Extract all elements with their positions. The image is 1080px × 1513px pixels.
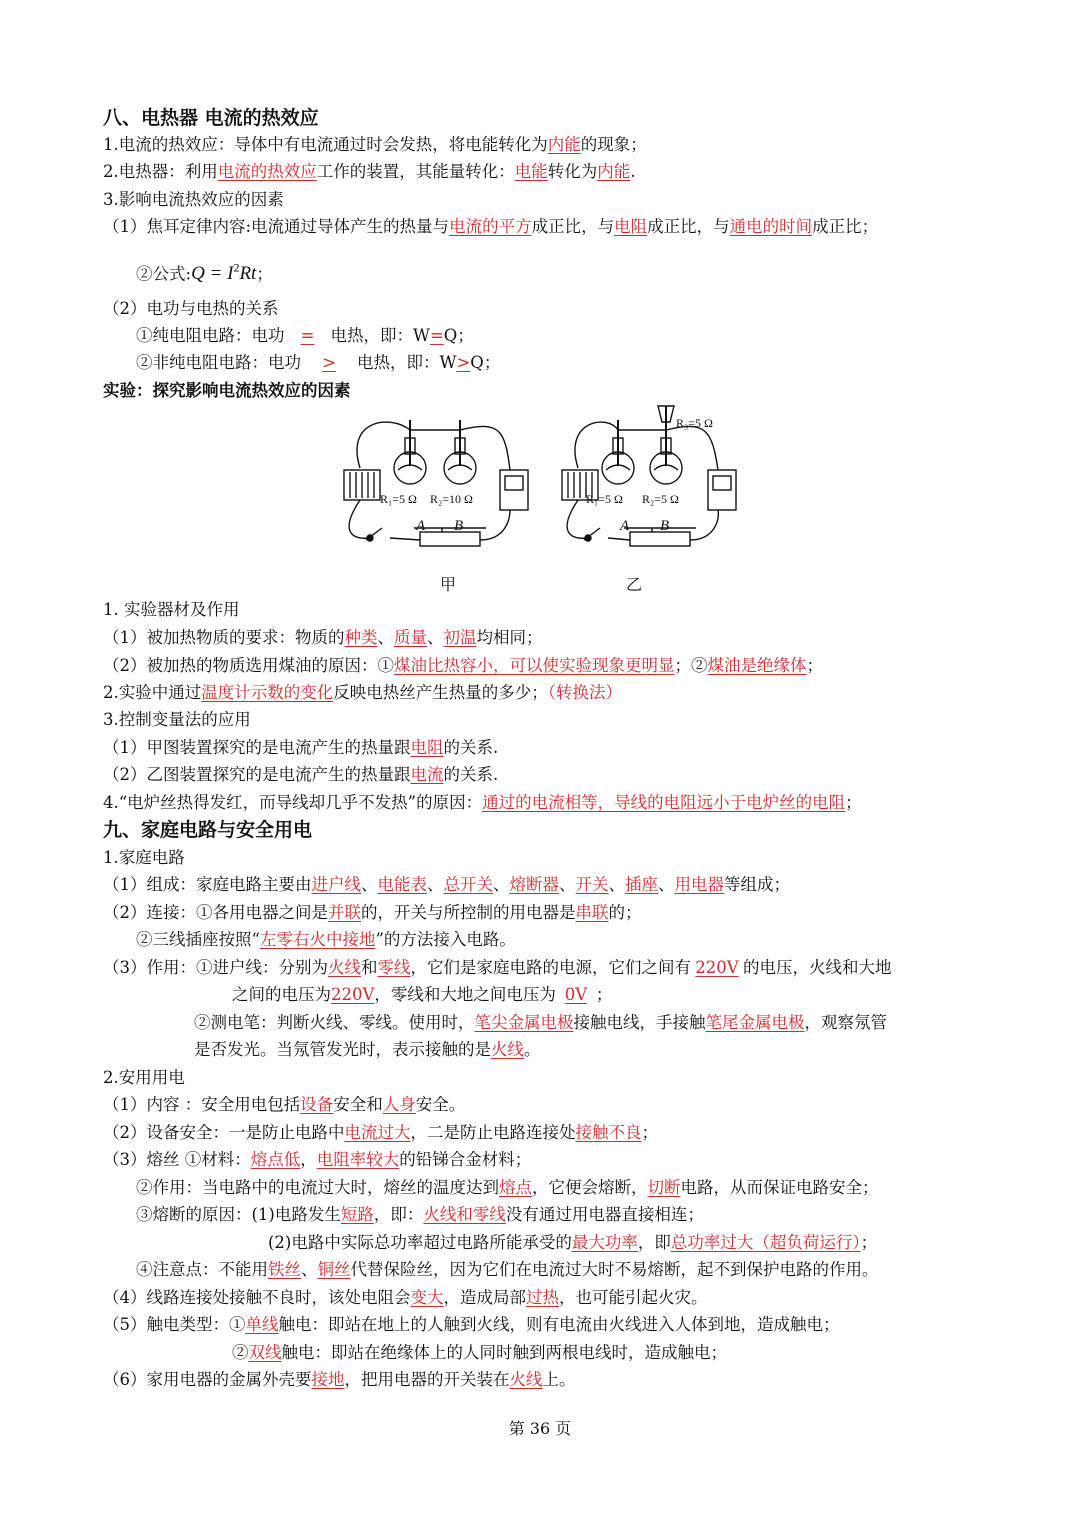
- wire: [690, 510, 718, 540]
- text: 、: [301, 1260, 318, 1279]
- text: 和: [361, 958, 378, 977]
- answer: 电阻: [614, 217, 648, 236]
- answer: 电能表: [377, 875, 427, 894]
- text: ；: [806, 656, 823, 675]
- text: ②非纯电阻电路：电功: [136, 353, 301, 372]
- text: （2）设备安全：一是防止电路中: [103, 1123, 345, 1142]
- text: 电路，从而保证电路安全；: [680, 1178, 879, 1197]
- wire: [618, 430, 666, 448]
- text: ②三线插座按照“: [136, 930, 260, 949]
- answer: 用电器: [674, 875, 724, 894]
- text: 2.电热器：利用: [103, 162, 218, 181]
- answer: 笔尾金属电极: [705, 1013, 805, 1032]
- rheostat-icon: [420, 532, 480, 546]
- text: ，也可能引起火灾。: [559, 1288, 708, 1307]
- answer: 短路: [340, 1205, 374, 1224]
- page-number: 第 36 页: [508, 1419, 572, 1438]
- label-b: B: [660, 518, 670, 534]
- text-line: [103, 1287, 708, 1309]
- formula-part: Q = I: [191, 263, 234, 285]
- ammeter-dial: [505, 476, 523, 490]
- text: ，它们是家庭电路的电源，它们之间有: [410, 958, 691, 977]
- label-r1: R₁=5 Ω: [380, 492, 417, 506]
- text-line: [194, 1039, 541, 1061]
- label-a: A: [620, 518, 630, 534]
- caption-left: 甲: [440, 577, 457, 594]
- answer: 总开关: [443, 875, 493, 894]
- text-line: [103, 792, 862, 814]
- answer: 内能: [597, 162, 631, 181]
- answer: 进户线: [311, 875, 361, 894]
- answer: 插座: [625, 875, 658, 894]
- label-r2: R₂=10 Ω: [430, 492, 473, 506]
- text: （3）作用：①进户线：分别为: [103, 958, 328, 977]
- text: ，把用电器的开关装在: [344, 1370, 510, 1389]
- label-b: B: [454, 518, 464, 534]
- text: 4.“电炉丝热得发红，而导线却几乎不发热”的原因：: [103, 793, 483, 812]
- text: 、: [658, 875, 675, 894]
- section-9-title: 九、家庭电路与安全用电: [103, 819, 313, 841]
- text: ；: [256, 264, 273, 284]
- text: 、: [427, 628, 444, 647]
- answer: 通过的电流相等，导线的电阻远小于电炉丝的电阻: [482, 793, 846, 812]
- wire: [460, 426, 510, 470]
- text: （2）乙图装置探究的是电流产生的热量跟: [103, 765, 411, 784]
- answer: 串联: [575, 903, 609, 922]
- wire: [575, 422, 618, 468]
- text: 的，开关与所控制的用电器是: [361, 903, 576, 922]
- answer: 熔点低: [250, 1150, 301, 1169]
- text: ；: [860, 1233, 878, 1252]
- section-8-title: 八、电热器 电流的热效应: [103, 107, 319, 129]
- text: 的现象；: [580, 135, 647, 154]
- text: Q；: [470, 353, 501, 372]
- text-line: [136, 929, 516, 951]
- text-line: [103, 1149, 531, 1171]
- text-line: [103, 655, 823, 677]
- answer: 接触不良: [575, 1123, 642, 1142]
- answer: 切断: [647, 1178, 681, 1197]
- answer: =: [429, 326, 444, 345]
- text-line: 1.家庭电路: [103, 848, 185, 867]
- text: 。: [524, 1040, 541, 1059]
- wire: [410, 430, 460, 448]
- text-line: [103, 682, 622, 704]
- answer: 设备: [300, 1095, 334, 1114]
- answer: 质量: [394, 628, 427, 647]
- method-note: （转换法）: [547, 683, 622, 702]
- text-line: [103, 1122, 658, 1144]
- text: ；: [641, 1123, 658, 1142]
- wire: [666, 426, 718, 470]
- text: ④注意点：不能用: [136, 1260, 268, 1279]
- text: ，即: [637, 1233, 671, 1252]
- text-line: 2.安用用电: [103, 1068, 185, 1087]
- text: ”的方法接入电路。: [375, 930, 516, 949]
- text-line: [103, 1369, 576, 1391]
- text: ②测电笔：判断火线、零线。使用时，: [194, 1013, 475, 1032]
- text: 电热，即：W: [357, 353, 457, 372]
- answer: 最大功率: [571, 1233, 638, 1252]
- text: 触电：即站在绝缘体上的人同时触到两根电线时，造成触电；: [281, 1343, 727, 1362]
- rheostat-icon: [630, 532, 690, 546]
- answer: 零线: [377, 958, 411, 977]
- answer: 0V: [564, 985, 588, 1004]
- answer: 熔点: [499, 1178, 532, 1197]
- text: 的关系.: [443, 738, 499, 757]
- text-line: [136, 1177, 879, 1199]
- text-line: [136, 1259, 879, 1281]
- text: 之间的电压为: [232, 985, 331, 1004]
- text: 的关系.: [443, 765, 499, 784]
- answer: 单线: [245, 1315, 279, 1334]
- text-line: （2）电功与电热的关系: [103, 299, 279, 318]
- text-line: 1. 实验器材及作用: [103, 600, 240, 619]
- text: （2）连接：①各用电器之间是: [103, 903, 328, 922]
- text: 、: [608, 875, 625, 894]
- formula-part: Rt: [239, 263, 257, 285]
- text: ，: [300, 1150, 317, 1169]
- text-line: [136, 325, 474, 347]
- answer: 铁丝: [268, 1260, 301, 1279]
- text: 、: [427, 875, 444, 894]
- text: 成正比，与: [647, 217, 730, 236]
- answer: 火线: [491, 1040, 524, 1059]
- answer: 种类: [344, 628, 378, 647]
- answer: 并联: [328, 903, 361, 922]
- text-line: [103, 134, 647, 156]
- text-line: [103, 764, 498, 786]
- text: 安全。: [415, 1095, 466, 1114]
- text: （1）内容 ：安全用电包括: [103, 1095, 301, 1114]
- text: ，它便会熔断，: [532, 1178, 648, 1197]
- text: 成正比，与: [531, 217, 615, 236]
- answer: 铜丝: [317, 1260, 351, 1279]
- answer: 电流: [410, 765, 444, 784]
- answer: 电流过大: [344, 1123, 411, 1142]
- text: 2.实验中通过: [103, 683, 202, 702]
- text: （1）焦耳定律内容:电流通过导体产生的热量与: [103, 217, 450, 236]
- text: 的；: [608, 903, 642, 922]
- text: 电热，即：W: [330, 326, 430, 345]
- answer: 总功率过大: [670, 1233, 754, 1252]
- answer: 220V: [695, 958, 739, 977]
- text: ②作用：当电路中的电流过大时，熔丝的温度达到: [136, 1178, 499, 1197]
- text: ，即：: [373, 1205, 424, 1224]
- experiment-figure: [330, 400, 750, 595]
- text-line: [232, 1342, 727, 1364]
- text-line: [103, 1314, 840, 1336]
- text: ，造成局部: [443, 1288, 526, 1307]
- text: （1）被加热物质的要求：物质的: [103, 628, 345, 647]
- switch-pivot: [585, 535, 591, 541]
- answer: 初温: [443, 628, 477, 647]
- text-line: [136, 352, 500, 374]
- answer: 变大: [410, 1288, 444, 1307]
- answer: 火线和零线: [423, 1205, 506, 1224]
- answer: 煤油比热容小，可以使实验现象更明显: [394, 656, 675, 675]
- text: Q；: [443, 326, 474, 345]
- text: 的电压，火线和大地: [743, 958, 892, 977]
- wire: [608, 538, 630, 540]
- text-line: [103, 627, 543, 649]
- text: ；: [845, 793, 862, 812]
- text: 没有通过用电器直接相连；: [505, 1205, 704, 1224]
- text-line: [194, 1012, 887, 1034]
- answer: 双线: [248, 1343, 282, 1362]
- answer: 人身: [382, 1095, 416, 1114]
- experiment-title: 实验：探究影响电流热效应的因素: [103, 381, 351, 400]
- text-line: [103, 957, 892, 979]
- text: 成正比；: [812, 217, 879, 236]
- answer: 220V: [331, 985, 375, 1004]
- text-line: 3.控制变量法的应用: [103, 710, 251, 729]
- text: （3）熔丝 ①材料：: [103, 1150, 251, 1169]
- text: 接触电线，手接触: [573, 1013, 706, 1032]
- text: ，观察氖管: [804, 1013, 887, 1032]
- caption-right: 乙: [626, 577, 643, 594]
- text: 上。: [542, 1370, 576, 1389]
- text-line: 3.影响电流热效应的因素: [103, 190, 284, 209]
- text: 转化为: [547, 162, 598, 181]
- wire: [357, 422, 410, 468]
- answer: 电阻率较大: [316, 1150, 400, 1169]
- text-line: [103, 216, 878, 238]
- answer: >: [456, 353, 471, 372]
- text: 、: [493, 875, 510, 894]
- answer: =: [300, 326, 315, 345]
- text: 安全和: [333, 1095, 383, 1114]
- wire: [567, 500, 588, 538]
- answer: 熔断器: [509, 875, 559, 894]
- text: ①纯电阻电路：电功: [136, 326, 285, 345]
- text-line: [232, 984, 612, 1006]
- text: 的铅锑合金材料；: [399, 1150, 532, 1169]
- answer: 电流的平方: [449, 217, 532, 236]
- text: ②公式:: [136, 264, 192, 284]
- answer: 温度计示数的变化: [201, 683, 334, 702]
- text-line: [103, 737, 498, 759]
- text: （1）甲图装置探究的是电流产生的热量跟: [103, 738, 411, 757]
- answer: 电阻: [410, 738, 444, 757]
- text: 代替保险丝，因为它们在电流过大时不易熔断，起不到保护电路的作用。: [350, 1260, 879, 1279]
- text: 、: [361, 875, 378, 894]
- text-line: [103, 874, 790, 896]
- text: ，二是防止电路连接处: [410, 1123, 576, 1142]
- text-line: [103, 902, 642, 924]
- text: 等组成；: [724, 875, 790, 894]
- text: ，零线和大地之间电压为: [374, 985, 556, 1004]
- text: 、: [559, 875, 576, 894]
- label-r2: R₂=5 Ω: [642, 492, 679, 506]
- answer: 电流的热效应: [217, 162, 317, 181]
- ammeter-dial: [713, 476, 731, 490]
- text: （1）组成：家庭电路主要由: [103, 875, 312, 894]
- answer: 过热: [526, 1288, 559, 1307]
- text: 、: [377, 628, 394, 647]
- label-a: A: [416, 518, 426, 534]
- label-r1: R₁=5 Ω: [586, 492, 623, 506]
- text-line: [103, 1094, 465, 1116]
- text: 反映电热丝产生热量的多少；: [333, 683, 548, 702]
- text: （6）家用电器的金属外壳要: [103, 1370, 312, 1389]
- answer: >: [322, 353, 336, 372]
- text: (2)电路中实际总功率超过电路所能承受的: [268, 1233, 572, 1252]
- text: ；②: [674, 656, 708, 675]
- text-line: [268, 1232, 877, 1254]
- text: 工作的装置，其能量转化：: [316, 162, 515, 181]
- text: 触电：即站在地上的人触到火线，则有电流由火线进入人体到地，造成触电；: [278, 1315, 840, 1334]
- text: （5）触电类型：①: [103, 1315, 246, 1334]
- text-line: [103, 161, 636, 183]
- wire: [349, 500, 370, 538]
- formula-exponent: 2: [233, 261, 240, 275]
- answer: 左零右火中接地: [259, 930, 376, 949]
- answer: 接地: [311, 1370, 345, 1389]
- text: （4）线路连接处接触不良时，该处电阻会: [103, 1288, 411, 1307]
- text: ③熔断的原因：(1)电路发生: [136, 1205, 341, 1224]
- text: ②: [232, 1343, 249, 1362]
- text: .: [630, 162, 636, 181]
- text: 是否发光。当氖管发光时，表示接触的是: [194, 1040, 491, 1059]
- text-line: [136, 257, 273, 285]
- wire: [480, 510, 510, 540]
- text: 1.电流的热效应：导体中有电流通过时会发热，将电能转化为: [103, 135, 548, 154]
- answer: 火线: [509, 1370, 543, 1389]
- text: 均相同；: [476, 628, 543, 647]
- wire: [390, 538, 420, 540]
- answer: 通电的时间: [729, 217, 813, 236]
- label-r3: R₃=5 Ω: [676, 416, 713, 430]
- figure-left: [344, 420, 528, 546]
- text: ；: [595, 985, 613, 1004]
- answer: 开关: [575, 875, 609, 894]
- text-line: [136, 1204, 704, 1226]
- answer: 内能: [547, 135, 581, 154]
- switch-pivot: [367, 535, 373, 541]
- answer: 火线: [328, 958, 361, 977]
- answer: 电能: [514, 162, 548, 181]
- joule-formula: [191, 263, 256, 284]
- answer: （超负荷运行）: [753, 1233, 861, 1252]
- answer: 煤油是绝缘体: [707, 656, 807, 675]
- text: （2）被加热的物质选用煤油的原因：①: [103, 656, 394, 675]
- answer: 笔尖金属电极: [474, 1013, 574, 1032]
